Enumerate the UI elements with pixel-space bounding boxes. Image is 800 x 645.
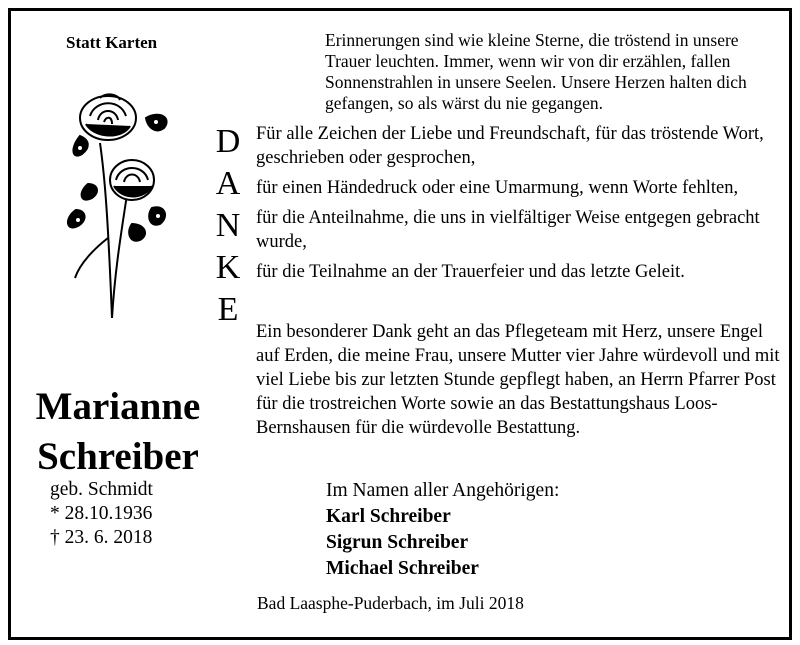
danke-letter: A [215, 165, 241, 202]
signatory-name: Karl Schreiber [326, 506, 451, 527]
danke-line: für die Anteilnahme, die uns in vielfältiger Weise entgegen gebracht wurde, [256, 208, 760, 252]
maiden-name: geb. Schmidt [50, 479, 153, 500]
statt-karten-label: Statt Karten [66, 33, 158, 52]
danke-letter: E [217, 291, 239, 328]
place-date: Bad Laasphe-Puderbach, im Juli 2018 [257, 593, 524, 613]
danke-line: für die Teilnahme an der Trauerfeier und das letzte Geleit. [256, 262, 685, 282]
danke-lines [256, 122, 796, 288]
danke-letter: K [215, 249, 241, 286]
deceased-dates [50, 478, 153, 550]
danke-line: für einen Händedruck oder eine Umarmung, wenn Worte fehlten, [256, 178, 739, 198]
special-thanks-paragraph: Ein besonderer Dank geht an das Pflegeteam mit Herz, unsere Engel auf Erden, die meine Frau, unsere Mutter vier Jahre würdevoll und mit viel Liebe bis zur letzten Stunde gepflegt haben, an Herrn Pfarrer Post für die trostreichen Worte sowie an das Bestattungshaus Loos-Bernshausen für die würdevolle Bestattung. [256, 322, 780, 438]
death-date: † 23. 6. 2018 [50, 527, 153, 548]
danke-vertical-word [213, 121, 243, 331]
signatory-name: Michael Schreiber [326, 558, 479, 579]
deceased-first-name: Marianne [35, 385, 201, 428]
deceased-name [28, 382, 208, 482]
signatory-name: Sigrun Schreiber [326, 532, 469, 553]
deceased-last-name: Schreiber [37, 435, 199, 478]
family-signoff [326, 478, 559, 582]
rose-illustration-icon [60, 88, 180, 318]
birth-date: * 28.10.1936 [50, 503, 153, 524]
signoff-intro: Im Namen aller Angehörigen: [326, 480, 560, 501]
danke-letter: N [215, 207, 241, 244]
danke-line: Für alle Zeichen der Liebe und Freundschaft, für das tröstende Wort, geschrieben oder gesprochen, [256, 124, 764, 168]
memorial-poem: Erinnerungen sind wie kleine Sterne, die tröstend in unsere Trauer leuchten. Immer, wenn wir von dir erzählen, fallen Sonnenstrahlen in unsere Seelen. Unsere Herzen halten dich gefangen, so als wärst du nie gegangen. [325, 30, 747, 113]
danke-letter: D [215, 123, 241, 160]
